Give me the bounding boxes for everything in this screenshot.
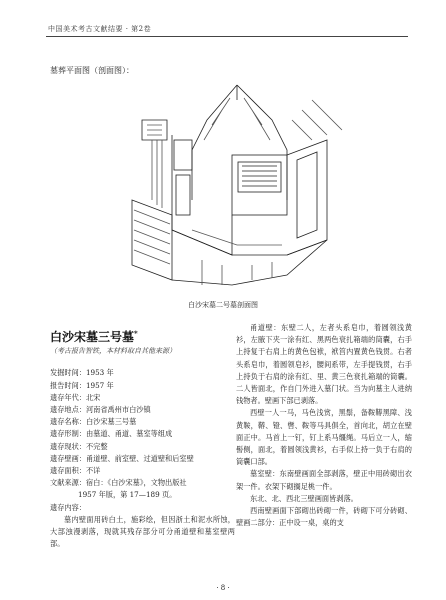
field-row <box>50 453 235 465</box>
entry-subtitle: （考古报告智铁，本材料取自其他来源） <box>50 347 176 356</box>
left-column <box>50 322 235 550</box>
running-header: 中国美术考古文献结要 · 第2卷 <box>48 25 152 33</box>
field-value: 不完整 <box>85 441 108 451</box>
entry-title-mark: * <box>134 329 138 338</box>
field-value: 甬道壁、前室壁、过道壁和后室壁 <box>85 453 194 463</box>
left-paragraph: 墓内壁面用砖白土，施彩绘，但因浙土和泥水所蚀，大部浊漫剥落，现就其残存部分可分甬道壁和墓室壁两部。 <box>50 514 235 549</box>
field-key: 文献来源： <box>50 478 86 488</box>
field-key: 遗存壁画： <box>50 453 86 463</box>
field-key: 发掘时间： <box>50 368 86 378</box>
field-value: 1953 年 <box>85 368 114 378</box>
field-key: 遗存形制： <box>50 429 86 439</box>
field-key: 遗存年代： <box>50 392 86 402</box>
field-value: 不详 <box>85 466 101 476</box>
field-value: 1957 年 <box>85 380 114 390</box>
field-row <box>50 404 235 416</box>
field-row <box>50 380 235 392</box>
field-value: 河南省禹州市白沙镇 <box>85 405 151 415</box>
right-paragraph: 墓室壁：东南壁画面全部剥落，壁正中用砖砌出衣架一件。衣架下砌搁足桃一件。 <box>236 469 412 491</box>
right-paragraph: 西南壁画面下部砌出砖砌一件，砖砌下可分砖砌、壁画二部分：正中设一桌，桌的支 <box>236 506 412 528</box>
tomb-section-drawing <box>112 80 362 290</box>
field-row <box>50 441 235 453</box>
page-number: · 8 · <box>216 584 230 592</box>
field-key: 遗存现状： <box>50 441 86 451</box>
field-row <box>50 465 235 477</box>
entry-title <box>50 328 235 343</box>
field-key: 报告时间： <box>50 380 86 390</box>
entry-title-text: 白沙宋墓三号墓 <box>50 330 135 344</box>
field-value: 由墓道、甬道、墓室等组成 <box>85 429 173 439</box>
right-column <box>236 322 412 529</box>
field-value: 白沙宋墓三号墓 <box>85 417 137 427</box>
field-value: 北宋 <box>85 392 101 402</box>
field-row <box>50 428 235 440</box>
right-paragraph: 东北、北、西北三壁画面皆剥落。 <box>250 493 358 503</box>
field-key: 遗存面积： <box>50 466 86 476</box>
header-rule <box>46 36 408 37</box>
source-continuation: 1957 年版，第 17—189 页。 <box>78 490 177 500</box>
figure-intro: 墓葬平面图（剖面图）： <box>50 66 134 75</box>
field-row <box>50 477 235 489</box>
tomb-section-illustration <box>112 80 362 290</box>
field-row <box>50 392 235 404</box>
figure-caption: 白沙宋墓二号墓剖面图 <box>188 301 258 309</box>
right-paragraph: 西壁一人一马，马色浅赏，黑鬃，备鞍鞯黑障、浅黄鞍，鞯、镫、辔、鞍等马具俱全，首向北，胡立在壁面正中。马首上一钉，钉上系马缰绳。马后立一人，缩髻侧，面北，着圆领浅黄衫，右手似上持一负于右肩的筒囊口部。 <box>236 408 412 467</box>
field-row <box>50 416 235 428</box>
right-paragraph: 甬道壁：东壁二人，左者头系皂巾，着圆领浅黄衫，左腋下夹一涂有红、黑两色衰扎箱端的筒囊，右手上持复于右肩上的黄色包袱，袱筥内置黄色钱贯。右者头系皂巾，着圆领皂衫，腰间系带，左手提钱贯，右手上持负于右肩的涂有红、里、黄三色衰扎箱端的筒囊。二人皆面北，作自门外进入墓门状。当为向墓主人进纳钱物者。壁画下部已剥落。 <box>236 323 412 406</box>
field-key: 遗存名称： <box>50 417 86 427</box>
content-label: 遗存内容： <box>50 502 86 512</box>
field-row <box>50 367 235 379</box>
field-value: 宿白：《白沙宋墓》，文物出版社 <box>85 478 187 488</box>
field-key: 遗存地点： <box>50 405 86 415</box>
